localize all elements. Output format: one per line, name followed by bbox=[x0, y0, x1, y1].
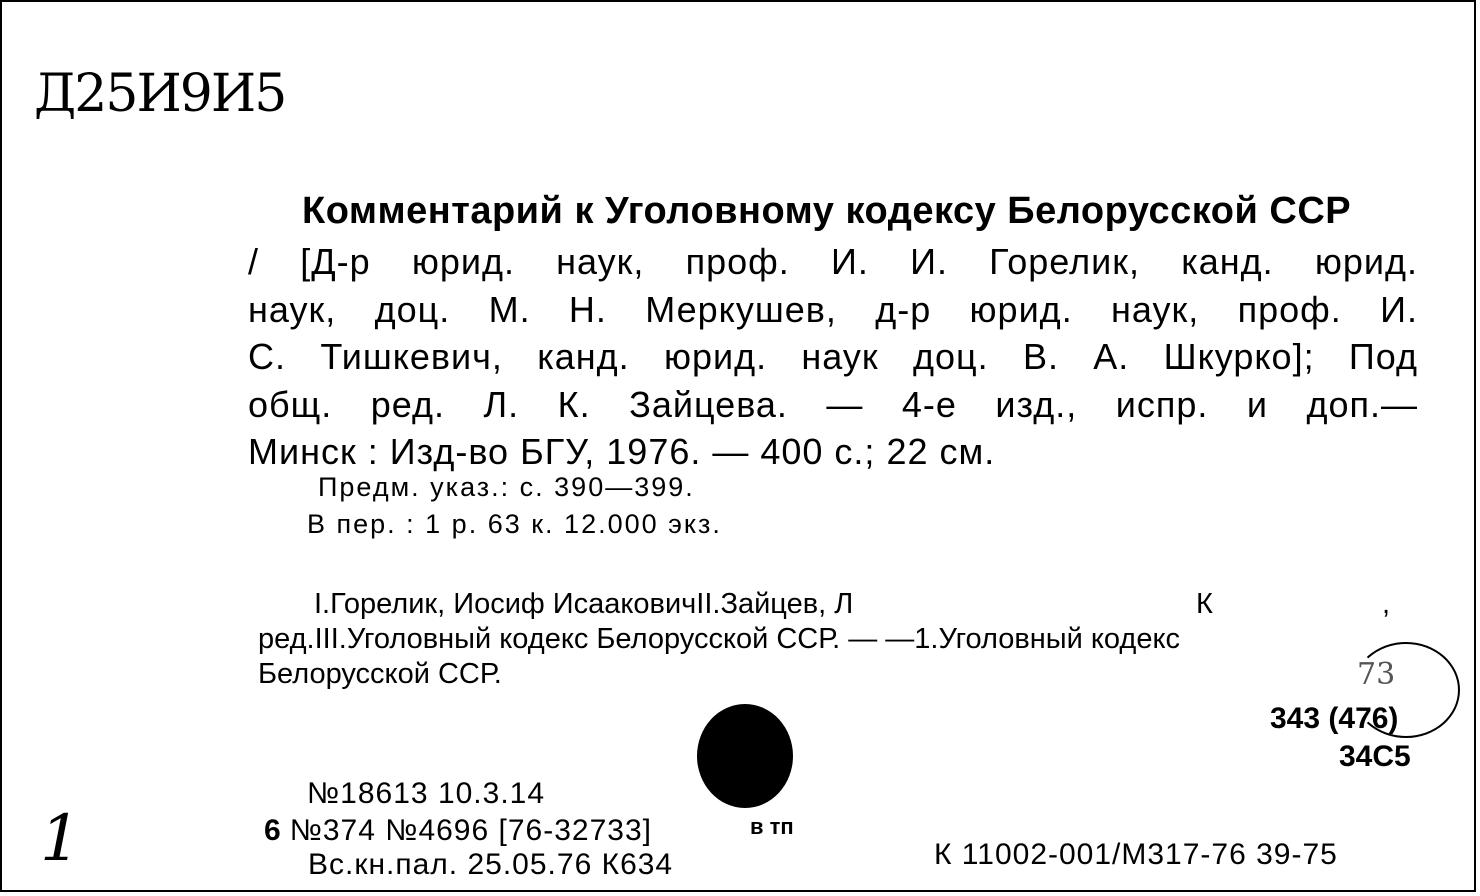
tracing-k: К bbox=[1196, 588, 1213, 620]
description-line: С. Тишкевич, канд. юрид. наук доц. В. А. Шкурко]; Под bbox=[248, 336, 1418, 377]
description-line: / [Д-р юрид. наук, проф. И. И. Горелик, канд. юрид. bbox=[248, 241, 1418, 282]
record-prefix: 6 bbox=[264, 814, 282, 847]
bibliographic-description bbox=[248, 238, 1418, 476]
punch-hole bbox=[697, 704, 793, 808]
index-note: Предм. указ.: с. 390—399. bbox=[318, 472, 695, 502]
description-line: Минск : Изд-во БГУ, 1976. — 400 с.; 22 см. bbox=[248, 431, 996, 472]
catalog-number: К 11002-001/М317-76 39-75 bbox=[934, 838, 1338, 871]
record-numbers: №374 №4696 [76-32733] bbox=[289, 814, 652, 847]
handwritten-code: Д25И9И5 bbox=[34, 64, 286, 124]
tracing-line: Белорусской ССР. bbox=[258, 658, 502, 690]
tracing-comma: , bbox=[1382, 588, 1391, 620]
udc-number: 343 (476) bbox=[1270, 702, 1399, 735]
tracing-line: ред.III.Уголовный кодекс Белорусской ССР. — —1.Уголовный кодекс bbox=[258, 623, 1180, 655]
handwritten-number: 1 bbox=[40, 802, 81, 876]
price-note: В пер. : 1 р. 63 к. 12.000 экз. bbox=[307, 509, 722, 539]
record-suffix: в тп bbox=[750, 814, 794, 839]
handwritten-ref-mark: 73 bbox=[1357, 657, 1396, 692]
tracing-text: I.Горелик, Иосиф ИсааковичII.Зайцев, Л bbox=[314, 588, 854, 620]
author-sign: 34С5 bbox=[1339, 740, 1411, 773]
tracing-line bbox=[258, 587, 1391, 622]
record-number-line bbox=[264, 814, 652, 848]
book-title: Комментарий к Уголовному кодексу Белорусской ССР bbox=[302, 190, 1352, 232]
description-line: наук, доц. М. Н. Меркушев, д-р юрид. наук, проф. И. bbox=[248, 288, 1418, 330]
record-number-line: Вс.кн.пал. 25.05.76 К634 bbox=[308, 848, 674, 881]
record-number-line: №18613 10.3.14 bbox=[307, 777, 546, 810]
description-line: общ. ред. Л. К. Зайцева. — 4-е изд., испр. и доп.— bbox=[248, 383, 1418, 425]
